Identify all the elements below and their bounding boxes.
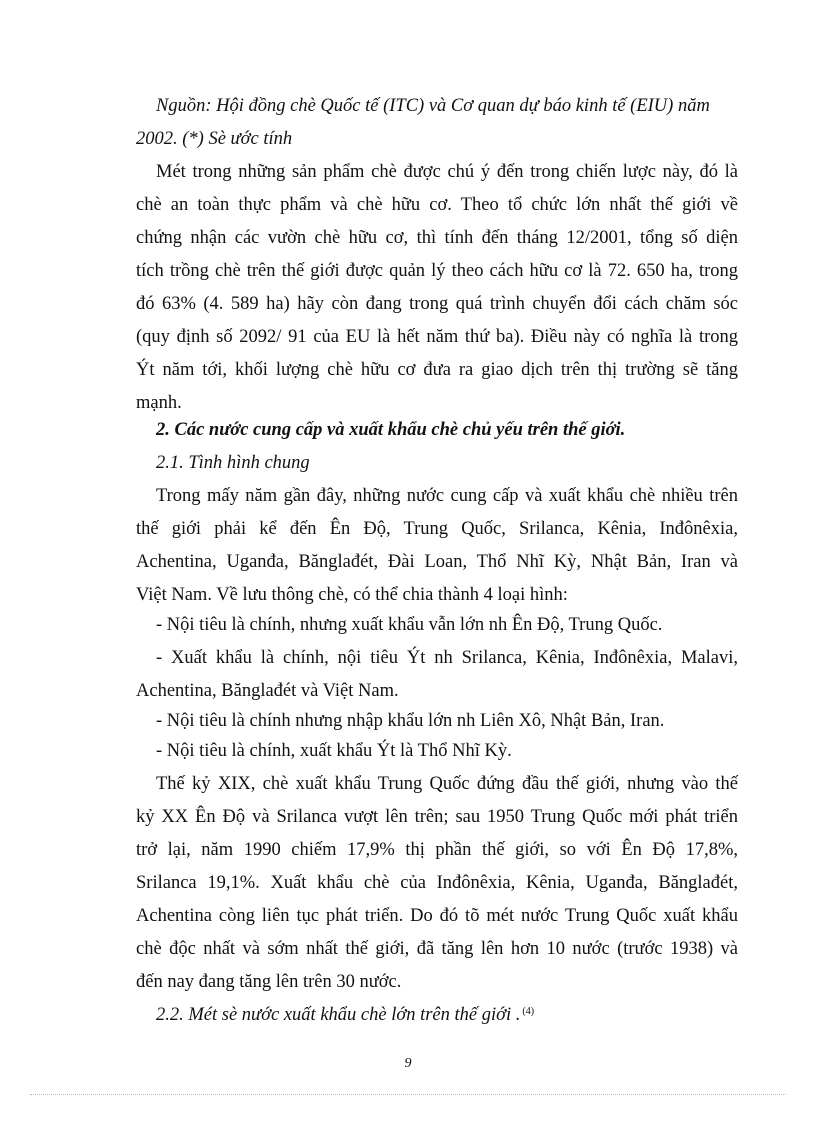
section-heading-2-1: 2.1. Tình hình chung [156,453,310,473]
paragraph-2-line: Achentina, Uganđa, Bănglađét, Đài Loan, Thổ Nhĩ Kỳ, Nhật Bản, Iran và [136,552,738,572]
paragraph-1-line: đó 63% (4. 589 ha) hãy còn đang trong quá trình chuyển đổi cách chăm sóc [136,294,738,314]
paragraph-3-line: trở lại, năm 1990 chiếm 17,9% thị phần thế giới, so với Ên Độ 17,8%, [136,840,738,860]
paragraph-1-line: (quy định số 2092/ 91 của EU là hết năm thứ ba). Điều này có nghĩa là trong [136,327,738,347]
paragraph-2-line: Việt Nam. Về lưu thông chè, có thể chia thành 4 loại hình: [136,585,568,605]
paragraph-1-line: chứng nhận các vườn chè hữu cơ, thì tính đến tháng 12/2001, tổng số diện [136,228,738,248]
page-number: 9 [404,1056,412,1071]
source-note-line-2: 2002. (*) Sè ước tính [136,129,293,149]
paragraph-3-line: đến nay đang tăng lên trên 30 nước. [136,972,402,992]
paragraph-3-line: Achentina còng liên tục phát triển. Do đó tõ mét nước Trung Quốc xuất khẩu [136,906,738,926]
section-heading-2: 2. Các nước cung cấp và xuất khẩu chè chủ yếu trên thế giới. [156,420,626,440]
page-bottom-divider [30,1094,786,1095]
list-item-1: - Nội tiêu là chính, nhưng xuất khẩu vẫn lớn nh Ên Độ, Trung Quốc. [156,615,663,635]
section-heading-2-2 [156,1003,534,1030]
list-item-2-continued: Achentina, Bănglađét và Việt Nam. [136,681,399,701]
paragraph-1-line: Mét trong những sản phẩm chè được chú ý đến trong chiến lược này, đó là [156,162,738,182]
paragraph-3-line: Srilanca 19,1%. Xuất khẩu chè của Inđônêxia, Kênia, Uganđa, Bănglađét, [136,873,738,893]
section-heading-2-2-text: 2.2. Mét sè nước xuất khẩu chè lớn trên thế giới . [156,1005,521,1025]
paragraph-3-line: chè độc nhất và sớm nhất thế giới, đã tăng lên hơn 10 nước (trước 1938) và [136,939,738,959]
paragraph-3-line: kỷ XX Ên Độ và Srilanca vượt lên trên; sau 1950 Trung Quốc mới phát triển [136,807,738,827]
list-item-3: - Nội tiêu là chính nhưng nhập khẩu lớn nh Liên Xô, Nhật Bản, Iran. [156,711,665,731]
paragraph-1-line: Ýt năm tới, khối lượng chè hữu cơ đưa ra giao dịch trên thị trường sẽ tăng [136,360,738,380]
paragraph-2-line: Trong mấy năm gần đây, những nước cung cấp và xuất khẩu chè nhiều trên [156,486,738,506]
paragraph-3-line: Thế kỷ XIX, chè xuất khẩu Trung Quốc đứng đầu thế giới, nhưng vào thế [156,774,738,794]
list-item-4: - Nội tiêu là chính, xuất khẩu Ýt là Thổ Nhĩ Kỳ. [156,741,512,761]
list-item-2: - Xuất khẩu là chính, nội tiêu Ýt nh Srilanca, Kênia, Inđônêxia, Malavi, [156,648,738,668]
source-note-line-1: Nguồn: Hội đồng chè Quốc tế (ITC) và Cơ quan dự báo kinh tế (EIU) năm [156,96,710,116]
footnote-reference: (4) [522,1006,535,1017]
paragraph-1-line: chè an toàn thực phẩm và chè hữu cơ. Theo tổ chức lớn nhất thế giới về [136,195,738,215]
paragraph-1-line: tích trồng chè trên thế giới được quản lý theo cách hữu cơ là 72. 650 ha, trong [136,261,738,281]
paragraph-2-line: thế giới phải kể đến Ên Độ, Trung Quốc, Srilanca, Kênia, Inđônêxia, [136,519,738,539]
paragraph-1-line: mạnh. [136,393,182,413]
